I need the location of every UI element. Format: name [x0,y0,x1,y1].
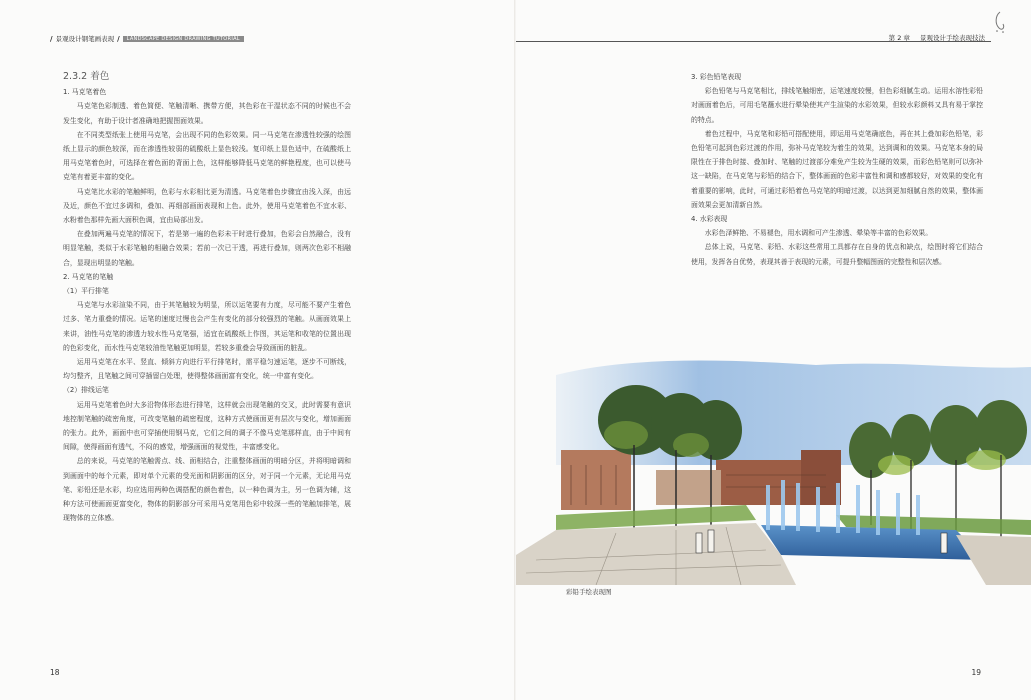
subheading: 1. 马克笔着色 [63,88,107,97]
right-text-column [691,70,983,269]
paragraph: 彩色铅笔与马克笔相比，排线笔触细密，运笔速度较慢，但色彩细腻生动。运用水溶性彩铅对画面着色后，可用毛笔蘸水进行晕染使其产生渲染的水彩效果，但较水彩颜料又具有易于掌控的特点。 [691,87,983,124]
paragraph: 水彩色泽鲜艳、不易褪色，用水调和可产生渗透、晕染等丰富的色彩效果。 [704,229,933,238]
section-title: 2.3.2 着色 [63,71,110,82]
corner-ornament-icon [993,10,1007,34]
left-running-header [50,34,244,43]
right-body [691,70,983,269]
header-book-title-en: LANDSCAPE DESIGN DRAWING TUTORIAL [123,36,244,42]
paragraph: 运用马克笔着色时大多沿物体形态进行排笔，这样就会出现笔触的交叉，此时需要有意识地控制笔触的疏密角度，可改变笔触的疏密程度，这种方式使画面更有层次与变化，增加画面的张力。此外，画面中也可穿插使用钢马克，它们之间的调子不像马克笔那样直，由于中间有间隙，使得画面有透气，不闷的感觉，增强画面的视觉性，丰富感变化。 [63,400,351,452]
paragraph: 在不同类型纸张上使用马克笔，会出现不同的色彩效果。同一马克笔在渗透性较强的绘图纸上显示的颜色较深，而在渗透性较弱的硫酸纸上显色较浅。复印纸上显色适中，在硫酸纸上用马克笔着色时，可选择在着色面的背面上色，这样能够降低马克笔的鲜艳程度，也可以使马克笔有着更丰富的变化。 [63,130,351,182]
header-slash: / [117,34,120,43]
page-number-right: 19 [971,668,981,677]
paragraph: 马克笔比水彩的笔触鲜明，色彩与水彩相比更为清透。马克笔着色步骤宜由浅入深，由远及近，颜色不宜过多调和，叠加、再细部画面表现和上色。此外，使用马克笔着色不宜水彩、水粉着色那样先画大面积色调，宜由局部出发。 [63,187,351,225]
left-text-column [63,70,351,526]
header-book-title: 景观设计钢笔画表现 [55,35,115,43]
landscape-sketch-illustration [516,355,1031,585]
header-chapter: 第 2 章 [888,34,910,42]
page-number-left: 18 [50,668,60,677]
header-chapter-title: 景观设计手绘表现技法 [920,34,985,42]
paragraph: 在叠加两遍马克笔的情况下，若是第一遍的色彩未干时进行叠加，色彩会自然融合，没有明显笔触，类似于水彩笔触的相融合效果；若前一次已干透，再进行叠加，则两次色彩不相融合，显现出明显的笔触。 [63,230,351,267]
left-body [63,85,351,525]
right-page [516,0,1031,700]
paragraph: 着色过程中，马克笔和彩铅可搭配使用，即运用马克笔确底色，再在其上叠加彩色铅笔，彩色铅笔可起到色彩过渡的作用，弥补马克笔较为着生的效果，达到调和的效果。马克笔本身的局限性在于排色时接、叠加时、笔触的过渡部分难免产生较为生硬的效果，而彩色铅笔则可以弥补这一缺陷，在马克笔与彩铅的结合下，整体画面的色彩丰富性和调和感都较好，对效果的变化有着重要的影响，此时，可通过彩铅着色马克笔的明暗过渡，以达到更加细腻自然的效果，整体画面效果会更加清新自然。 [691,129,983,209]
paragraph: 总的来说，马克笔的笔触需点、线、面相结合，注重整体画面的明暗分区，并将明暗调和到画面中的每个元素，即对单个元素的受光面和阴影面的区分，对于同一个元素，无论用马克笔、彩铅还是水彩，均应选用两种色调搭配的颜色着色，以一种色调为主，另一色调为辅，这种方法可使画面更富变化，物体的阴影部分可采用马克笔用色彩中较深一些的笔触加排笔，展现物体的立体感。 [63,457,351,523]
subheading: 4. 水彩表现 [691,215,728,224]
subheading: （2）排线运笔 [63,386,109,395]
subheading: 2. 马克笔的笔触 [63,272,114,281]
paragraph: 马克笔色彩制透、着色简便、笔触清晰、携带方便，其色彩在干湿状态不同的时候也不会发生变化，有助于设计者准确地把握图面效果。 [63,102,351,125]
left-page [0,0,515,700]
subheading: 3. 彩色铅笔表现 [691,73,742,81]
paragraph: 马克笔与水彩渲染不同，由于其笔触较为明显，所以运笔要有力度，尽可能不要产生着色过多、笔力重叠的情况。运笔的速度过慢也会产生有变化的部分较强烈的笔触。从画面效果上来讲，油性马克笔的渗透力较水性马克笔强，适宜在硫酸纸上作图，其运笔和收笔的位置出现的色彩变化，而水性马克笔较油性笔触更加明显，若较多重叠会导致画面的脏乱。 [63,301,351,352]
subheading: （1）平行排笔 [63,287,109,296]
paragraph: 总体上说，马克笔、彩铅、水彩这些常用工具都存在自身的优点和缺点，绘图时将它们结合使用，发挥各自优势，表现其善于表现的元素，可提升整幅图面的完整性和层次感。 [691,243,983,266]
right-running-header [889,33,985,42]
illustration-caption: 彩铅手绘表现图 [566,588,612,596]
header-slash: / [50,34,53,43]
paragraph: 运用马克笔在水平、竖直、倾斜方向进行平行排笔时，需平稳匀速运笔，逐步不可断线，均匀整齐，且笔触之间可穿插留白处理，使得整体画面富有变化，统一中富有变化。 [63,358,351,381]
